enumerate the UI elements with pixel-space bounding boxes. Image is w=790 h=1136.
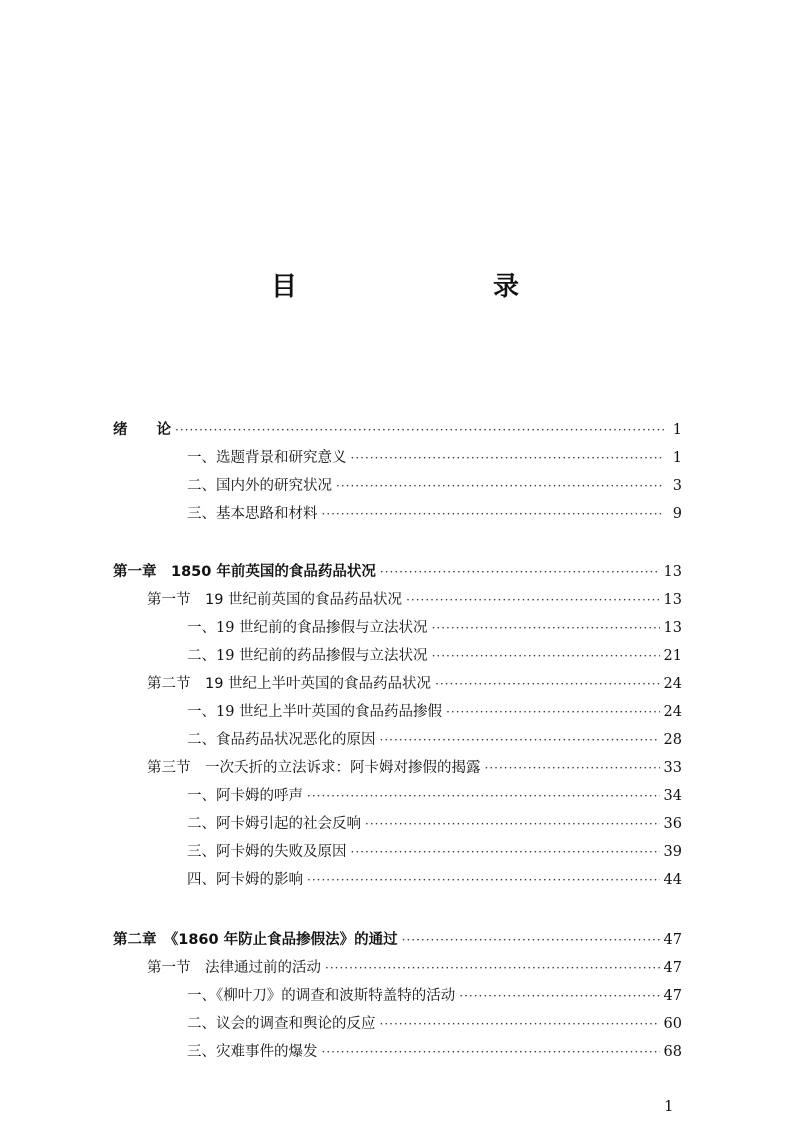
dot-leader [485, 756, 660, 780]
toc-entry-label: 四、阿卡姆的影响 [187, 872, 303, 888]
toc-entry-ch1-sec3-3[interactable] [187, 840, 682, 864]
dot-leader [432, 644, 660, 668]
toc-entry-label: 三、阿卡姆的失败及原因 [187, 844, 347, 860]
toc-entry-ch2-sec1[interactable] [147, 956, 682, 980]
page-title: 目 录 [270, 272, 567, 302]
toc-entry-label: 绪 论 [113, 422, 171, 438]
dot-leader [435, 672, 659, 696]
toc-entry-page: 13 [663, 592, 682, 608]
toc-entry-page: 1 [672, 450, 682, 466]
toc-entry-label: 二、国内外的研究状况 [187, 478, 332, 494]
toc-entry-label: 第三节 一次夭折的立法诉求：阿卡姆对掺假的揭露 [147, 760, 481, 776]
toc-entry-intro-1[interactable] [187, 446, 682, 470]
dot-leader [365, 812, 660, 836]
toc-entry-label: 一、《柳叶刀》的调查和波斯特盖特的活动 [187, 988, 456, 1004]
toc-entry-ch1-sec3-4[interactable] [187, 868, 682, 892]
dot-leader [307, 784, 660, 808]
dot-leader [446, 700, 659, 724]
dot-leader [380, 728, 660, 752]
dot-leader [402, 928, 660, 952]
toc-entry-page: 21 [663, 648, 682, 664]
toc-entry-ch2-sec1-3[interactable] [187, 1040, 682, 1064]
toc-entry-label: 一、19 世纪前的食品掺假与立法状况 [187, 620, 428, 636]
toc-entry-intro-2[interactable] [187, 474, 682, 498]
toc-entry-page: 1 [672, 422, 682, 438]
toc-entry-page: 9 [672, 506, 682, 522]
toc-entry-page: 13 [663, 564, 682, 580]
dot-leader [459, 984, 659, 1008]
toc-entry-chapter-2[interactable] [113, 928, 682, 952]
toc-entry-ch1-sec1[interactable] [147, 588, 682, 612]
toc-entry-label: 二、食品药品状况恶化的原因 [187, 732, 376, 748]
toc-entry-page: 60 [663, 1016, 682, 1032]
toc-entry-page: 36 [663, 816, 682, 832]
toc-entry-page: 24 [663, 704, 682, 720]
toc-entry-ch1-sec3[interactable] [147, 756, 682, 780]
toc-entry-ch1-sec3-1[interactable] [187, 784, 682, 808]
dot-leader [406, 588, 659, 612]
toc-entry-page: 68 [663, 1044, 682, 1060]
toc-entry-label: 二、19 世纪前的药品掺假与立法状况 [187, 648, 428, 664]
toc-entry-ch1-sec1-1[interactable] [187, 616, 682, 640]
dot-leader [336, 474, 664, 498]
dot-leader [351, 840, 660, 864]
dot-leader [322, 502, 665, 526]
toc-entry-page: 13 [663, 620, 682, 636]
toc-entry-page: 47 [663, 960, 682, 976]
toc-entry-label: 第一节 19 世纪前英国的食品药品状况 [147, 592, 403, 608]
dot-leader [380, 560, 660, 584]
dot-leader [307, 868, 660, 892]
footer-page-number: 1 [664, 1097, 674, 1115]
toc-entry-label: 一、阿卡姆的呼声 [187, 788, 303, 804]
toc-entry-label: 二、议会的调查和舆论的反应 [187, 1016, 376, 1032]
dot-leader [175, 418, 664, 442]
toc-entry-page: 24 [663, 676, 682, 692]
toc-entry-label: 一、19 世纪上半叶英国的食品药品掺假 [187, 704, 443, 720]
toc-entry-page: 39 [663, 844, 682, 860]
toc-entry-page: 47 [663, 932, 682, 948]
toc-entry-label: 二、阿卡姆引起的社会反响 [187, 816, 361, 832]
toc-entry-ch1-sec2-2[interactable] [187, 728, 682, 752]
toc-entry-label: 三、基本思路和材料 [187, 506, 318, 522]
toc-entry-label: 第一节 法律通过前的活动 [147, 960, 321, 976]
dot-leader [325, 956, 660, 980]
dot-leader [380, 1012, 660, 1036]
toc-entry-label: 三、灾难事件的爆发 [187, 1044, 318, 1060]
dot-leader [432, 616, 660, 640]
toc-entry-page: 44 [663, 872, 682, 888]
toc-entry-page: 47 [663, 988, 682, 1004]
toc-entry-ch1-sec1-2[interactable] [187, 644, 682, 668]
toc-entry-page: 33 [663, 760, 682, 776]
toc-entry-label: 第二节 19 世纪上半叶英国的食品药品状况 [147, 676, 432, 692]
toc-entry-label: 第一章 1850 年前英国的食品药品状况 [113, 564, 376, 580]
toc-entry-label: 一、选题背景和研究意义 [187, 450, 347, 466]
toc-entry-page: 34 [663, 788, 682, 804]
toc-entry-ch1-sec3-2[interactable] [187, 812, 682, 836]
dot-leader [322, 1040, 660, 1064]
toc-entry-page: 28 [663, 732, 682, 748]
toc-entry-label: 第二章 《1860 年防止食品掺假法》的通过 [113, 932, 398, 948]
toc-entry-ch2-sec1-2[interactable] [187, 1012, 682, 1036]
toc-entry-ch1-sec2[interactable] [147, 672, 682, 696]
toc-entry-intro[interactable] [113, 418, 682, 442]
toc-entry-ch2-sec1-1[interactable] [187, 984, 682, 1008]
toc-entry-intro-3[interactable] [187, 502, 682, 526]
dot-leader [351, 446, 665, 470]
toc-entry-page: 3 [672, 478, 682, 494]
toc-entry-chapter-1[interactable] [113, 560, 682, 584]
toc-entry-ch1-sec2-1[interactable] [187, 700, 682, 724]
